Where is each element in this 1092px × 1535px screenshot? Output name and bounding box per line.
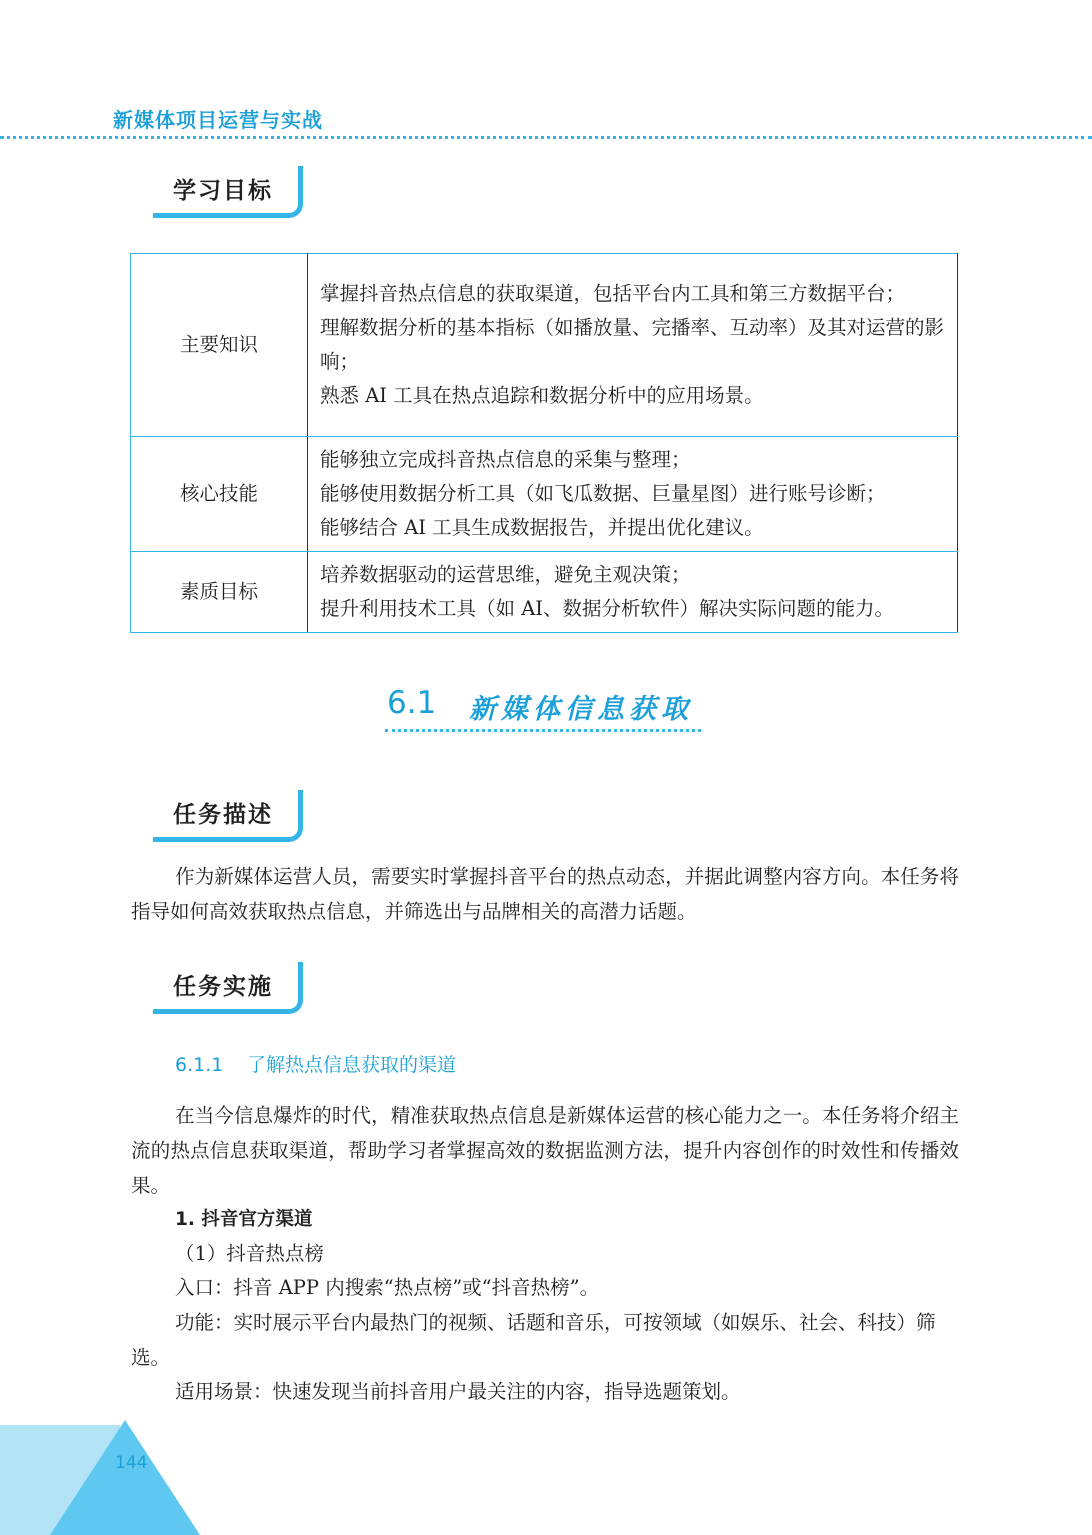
task-description-title: 任务描述 bbox=[173, 802, 273, 828]
subsection-title: 了解热点信息获取的渠道 bbox=[247, 1054, 457, 1076]
running-header: 新媒体项目运营与实战 bbox=[113, 108, 323, 132]
intro-paragraph bbox=[131, 1098, 959, 1203]
detail-cell bbox=[308, 552, 958, 633]
detail-item: 理解数据分析的基本指标（如播放量、完播率、互动率）及其对运营的影响； bbox=[320, 316, 945, 373]
learning-goals-title: 学习目标 bbox=[173, 178, 273, 204]
task-description-title-box bbox=[153, 790, 303, 842]
task-implementation-title: 任务实施 bbox=[173, 974, 273, 1000]
detail-cell bbox=[308, 437, 958, 552]
table-row bbox=[131, 552, 958, 633]
detail-item: 能够结合 AI 工具生成数据报告，并提出优化建议。 bbox=[320, 516, 764, 539]
detail-item: 培养数据驱动的运营思维，避免主观决策； bbox=[320, 563, 691, 586]
section-title: 新媒体信息获取 bbox=[469, 694, 693, 725]
page-number: 144 bbox=[115, 1453, 148, 1473]
learning-goals-title-box bbox=[153, 166, 303, 218]
intro-text: 在当今信息爆炸的时代，精准获取热点信息是新媒体运营的核心能力之一。本任务将介绍主流的热点信息获取渠道，帮助学习者掌握高效的数据监测方法，提升内容创作的时效性和传播效果。 bbox=[131, 1104, 959, 1197]
function-text: 功能：实时展示平台内最热门的视频、话题和音乐，可按领域（如娱乐、社会、科技）筛选。 bbox=[131, 1311, 936, 1369]
category-cell: 主要知识 bbox=[131, 254, 308, 437]
learning-goals-table bbox=[130, 253, 958, 633]
detail-cell bbox=[308, 254, 958, 437]
header-dotted-rule bbox=[0, 136, 1092, 139]
table-row bbox=[131, 437, 958, 552]
function-paragraph bbox=[131, 1305, 959, 1375]
corner-decoration bbox=[0, 1420, 200, 1535]
category-cell: 素质目标 bbox=[131, 552, 308, 633]
task-description-text: 作为新媒体运营人员，需要实时掌握抖音平台的热点动态，并据此调整内容方向。本任务将指导如何高效获取热点信息，并筛选出与品牌相关的高潜力话题。 bbox=[131, 865, 959, 923]
detail-item: 掌握抖音热点信息的获取渠道，包括平台内工具和第三方数据平台； bbox=[320, 282, 906, 305]
detail-item: 熟悉 AI 工具在热点追踪和数据分析中的应用场景。 bbox=[320, 384, 764, 407]
subsection-number: 6.1.1 bbox=[175, 1054, 224, 1076]
detail-item: 能够使用数据分析工具（如飞瓜数据、巨量星图）进行账号诊断； bbox=[320, 482, 886, 505]
category-cell: 核心技能 bbox=[131, 437, 308, 552]
table-row bbox=[131, 254, 958, 437]
task-implementation-title-box bbox=[153, 962, 303, 1014]
section-number: 6.1 bbox=[387, 685, 437, 721]
subsection-heading bbox=[175, 1050, 456, 1077]
heading-official-channel: 1. 抖音官方渠道 bbox=[175, 1209, 313, 1230]
detail-item: 提升利用技术工具（如 AI、数据分析软件）解决实际问题的能力。 bbox=[320, 597, 894, 620]
scenario-line: 适用场景：快速发现当前抖音用户最关注的内容，指导选题策划。 bbox=[175, 1380, 741, 1403]
entry-line: 入口：抖音 APP 内搜索“热点榜”或“抖音热榜”。 bbox=[175, 1276, 600, 1299]
section-heading bbox=[385, 685, 701, 732]
item-hot-list: （1）抖音热点榜 bbox=[175, 1242, 324, 1265]
task-description-paragraph bbox=[131, 859, 959, 929]
detail-item: 能够独立完成抖音热点信息的采集与整理； bbox=[320, 448, 691, 471]
